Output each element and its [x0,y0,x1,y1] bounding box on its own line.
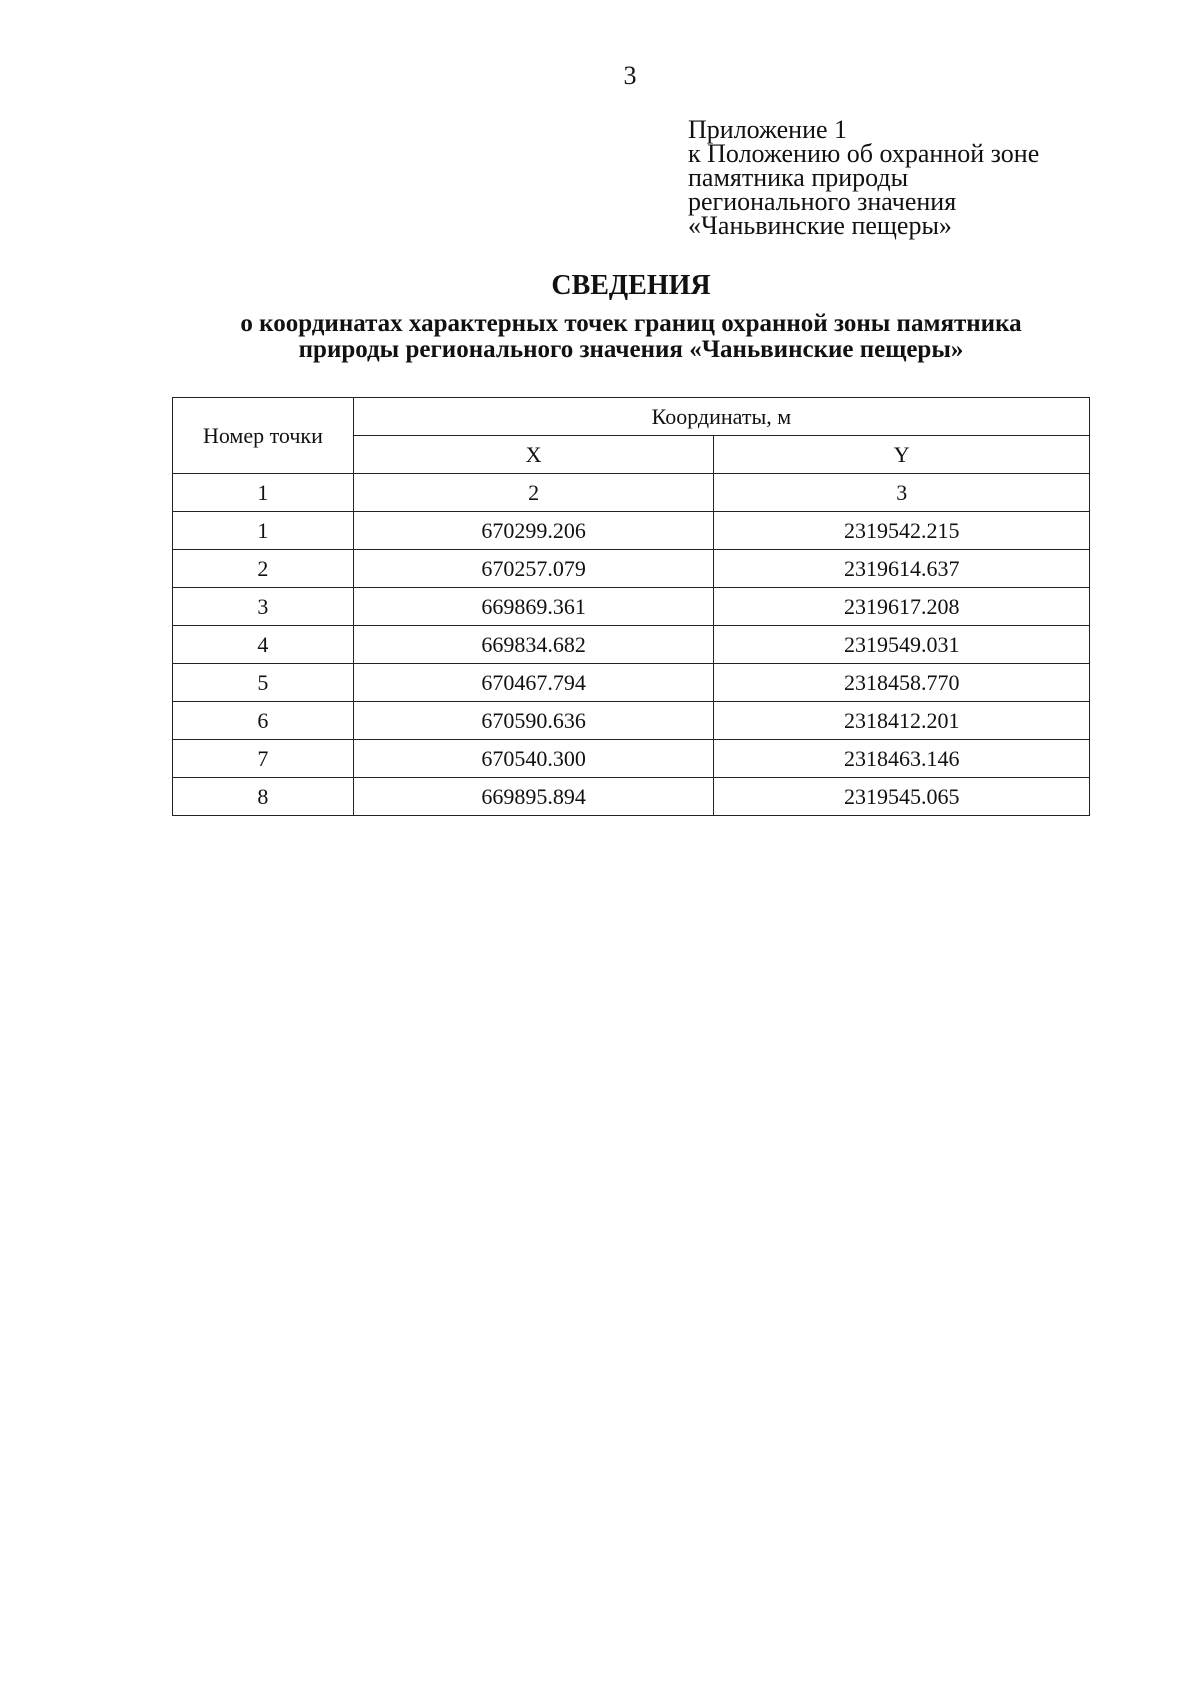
table-row [173,778,1090,816]
appendix-line: памятника природы [688,163,909,192]
point-cell: 7 [173,740,354,778]
table-row [173,550,1090,588]
point-cell: 2 [173,550,354,588]
y-cell: 2318458.770 [714,664,1090,702]
coordinates-table [172,397,1090,816]
x-cell: 669869.361 [353,588,714,626]
y-cell: 2319617.208 [714,588,1090,626]
x-cell: 670467.794 [353,664,714,702]
point-cell: 5 [173,664,354,702]
x-cell: 670590.636 [353,702,714,740]
y-cell: 2319549.031 [714,626,1090,664]
table-header-row [173,398,1090,436]
x-cell: 670540.300 [353,740,714,778]
point-cell: 6 [173,702,354,740]
subtitle-line: природы регионального значения «Чаньвинские пещеры» [298,336,964,363]
appendix-line: Приложение 1 [688,115,848,144]
header-y: Y [714,436,1090,474]
appendix-line: к Положению об охранной зоне [688,139,1040,168]
column-number: 3 [714,474,1090,512]
x-cell: 669895.894 [353,778,714,816]
page-number: 3 [623,61,637,90]
y-cell: 2319614.637 [714,550,1090,588]
document-title: СВЕДЕНИЯ [551,270,711,301]
appendix-line: «Чаньвинские пещеры» [688,211,952,240]
header-x: X [353,436,714,474]
table-row [173,740,1090,778]
document-subtitle [160,311,1102,363]
y-cell: 2319545.065 [714,778,1090,816]
table-row [173,512,1090,550]
appendix-note [688,115,1040,240]
column-number: 1 [173,474,354,512]
y-cell: 2319542.215 [714,512,1090,550]
point-cell: 1 [173,512,354,550]
point-cell: 4 [173,626,354,664]
subtitle-line: о координатах характерных точек границ охранной зоны памятника [240,310,1022,337]
x-cell: 670299.206 [353,512,714,550]
header-coordinates: Координаты, м [353,398,1089,436]
x-cell: 669834.682 [353,626,714,664]
table-row [173,664,1090,702]
x-cell: 670257.079 [353,550,714,588]
y-cell: 2318412.201 [714,702,1090,740]
table-row [173,702,1090,740]
point-cell: 8 [173,778,354,816]
y-cell: 2318463.146 [714,740,1090,778]
header-point-number: Номер точки [173,398,354,474]
column-number: 2 [353,474,714,512]
appendix-line: регионального значения [688,187,957,216]
column-number-row [173,474,1090,512]
point-cell: 3 [173,588,354,626]
table-row [173,626,1090,664]
table-row [173,588,1090,626]
